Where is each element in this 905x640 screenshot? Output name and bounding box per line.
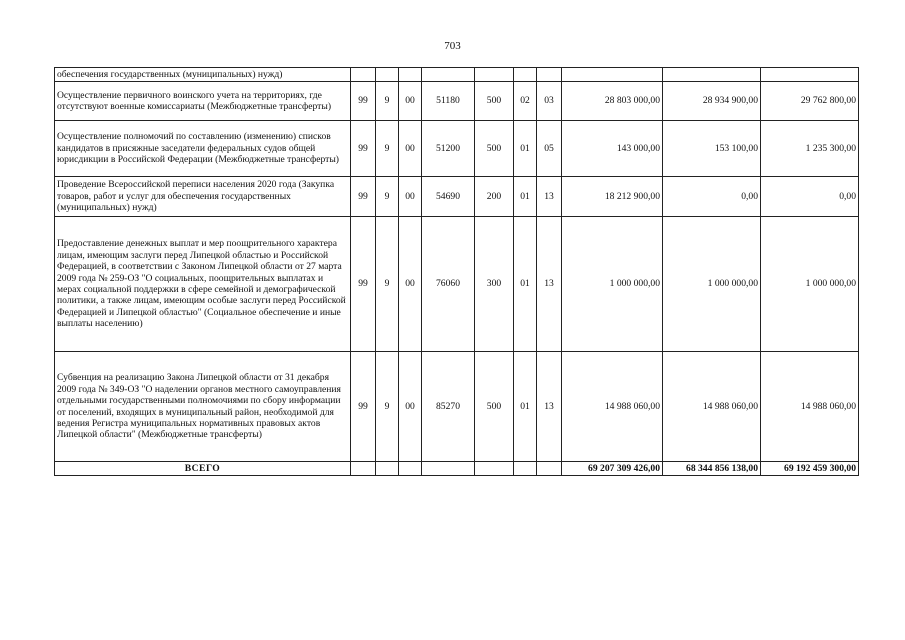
program-code — [351, 68, 376, 82]
table-row — [55, 352, 859, 462]
program-code: 99 — [351, 177, 376, 217]
table-row — [55, 121, 859, 177]
expense-type-code — [475, 68, 514, 82]
total-year3: 69 192 459 300,00 — [761, 462, 859, 476]
amount-year2: 1 000 000,00 — [663, 217, 761, 352]
total-year2: 68 344 856 138,00 — [663, 462, 761, 476]
row-description: Субвенция на реализацию Закона Липецкой области от 31 декабря 2009 года № 349-ОЗ "О наделении органов местного самоуправления отдельными государственными полномочиями по сбору информации от поселений, входящих в муниципальный район, необходимой для ведения Регистра муниципальных нормативных правовых актов Липецкой области" (Межбюджетные трансферты) — [55, 352, 351, 462]
subsection-code: 05 — [537, 121, 562, 177]
direction-code: 51200 — [422, 121, 475, 177]
amount-year1 — [562, 68, 663, 82]
main-activity-code: 00 — [399, 82, 422, 121]
expense-type-code: 200 — [475, 177, 514, 217]
page-number: 703 — [444, 40, 461, 52]
amount-year3: 29 762 800,00 — [761, 82, 859, 121]
program-code: 99 — [351, 82, 376, 121]
program-code: 99 — [351, 352, 376, 462]
expense-type-code: 500 — [475, 121, 514, 177]
section-code: 01 — [514, 121, 537, 177]
main-activity-code: 00 — [399, 352, 422, 462]
table-row — [55, 68, 859, 82]
direction-code: 51180 — [422, 82, 475, 121]
main-activity-code: 00 — [399, 217, 422, 352]
subprogram-code: 9 — [376, 217, 399, 352]
amount-year1: 28 803 000,00 — [562, 82, 663, 121]
section-code: 01 — [514, 352, 537, 462]
program-code: 99 — [351, 121, 376, 177]
direction-code: 54690 — [422, 177, 475, 217]
subsection-code: 03 — [537, 82, 562, 121]
table-row — [55, 177, 859, 217]
row-description: Осуществление полномочий по составлению (изменению) списков кандидатов в присяжные заседатели федеральных судов общей юрисдикции в Российской Федерации (Межбюджетные трансферты) — [55, 121, 351, 177]
program-code: 99 — [351, 217, 376, 352]
section-code — [514, 68, 537, 82]
amount-year3: 14 988 060,00 — [761, 352, 859, 462]
amount-year1: 143 000,00 — [562, 121, 663, 177]
empty-cell — [537, 462, 562, 476]
subprogram-code — [376, 68, 399, 82]
section-code: 02 — [514, 82, 537, 121]
budget-table — [54, 67, 859, 476]
total-label: ВСЕГО — [55, 462, 351, 476]
subsection-code: 13 — [537, 177, 562, 217]
row-description: обеспечения государственных (муниципальных) нужд) — [55, 68, 351, 82]
amount-year3: 0,00 — [761, 177, 859, 217]
total-row — [55, 462, 859, 476]
row-description: Проведение Всероссийской переписи населения 2020 года (Закупка товаров, работ и услуг для обеспечения государственных (муниципальных) нужд) — [55, 177, 351, 217]
amount-year2: 0,00 — [663, 177, 761, 217]
empty-cell — [422, 462, 475, 476]
amount-year3: 1 235 300,00 — [761, 121, 859, 177]
amount-year3: 1 000 000,00 — [761, 217, 859, 352]
subprogram-code: 9 — [376, 121, 399, 177]
subsection-code: 13 — [537, 352, 562, 462]
main-activity-code — [399, 68, 422, 82]
table-row — [55, 217, 859, 352]
subsection-code — [537, 68, 562, 82]
section-code: 01 — [514, 217, 537, 352]
empty-cell — [376, 462, 399, 476]
section-code: 01 — [514, 177, 537, 217]
expense-type-code: 300 — [475, 217, 514, 352]
amount-year2 — [663, 68, 761, 82]
empty-cell — [475, 462, 514, 476]
table-row — [55, 82, 859, 121]
subprogram-code: 9 — [376, 177, 399, 217]
amount-year2: 28 934 900,00 — [663, 82, 761, 121]
amount-year2: 153 100,00 — [663, 121, 761, 177]
main-activity-code: 00 — [399, 121, 422, 177]
main-activity-code: 00 — [399, 177, 422, 217]
subsection-code: 13 — [537, 217, 562, 352]
amount-year2: 14 988 060,00 — [663, 352, 761, 462]
direction-code — [422, 68, 475, 82]
expense-type-code: 500 — [475, 82, 514, 121]
empty-cell — [351, 462, 376, 476]
row-description: Осуществление первичного воинского учета на территориях, где отсутствуют военные комиссариаты (Межбюджетные трансферты) — [55, 82, 351, 121]
direction-code: 85270 — [422, 352, 475, 462]
amount-year1: 18 212 900,00 — [562, 177, 663, 217]
amount-year3 — [761, 68, 859, 82]
row-description: Предоставление денежных выплат и мер поощрительного характера лицам, имеющим заслуги перед Липецкой областью и Российской Федерацией, в соответствии с Законом Липецкой области от 27 марта 2009 года № 259-ОЗ "О социальных, поощрительных выплатах и мерах социальной поддержки в сфере семейной и демографической политики, а также лицам, имеющим особые заслуги перед Российской Федерацией и Липецкой областью" (Социальное обеспечение и иные выплаты населению) — [55, 217, 351, 352]
subprogram-code: 9 — [376, 82, 399, 121]
amount-year1: 1 000 000,00 — [562, 217, 663, 352]
total-year1: 69 207 309 426,00 — [562, 462, 663, 476]
empty-cell — [514, 462, 537, 476]
direction-code: 76060 — [422, 217, 475, 352]
subprogram-code: 9 — [376, 352, 399, 462]
expense-type-code: 500 — [475, 352, 514, 462]
amount-year1: 14 988 060,00 — [562, 352, 663, 462]
empty-cell — [399, 462, 422, 476]
